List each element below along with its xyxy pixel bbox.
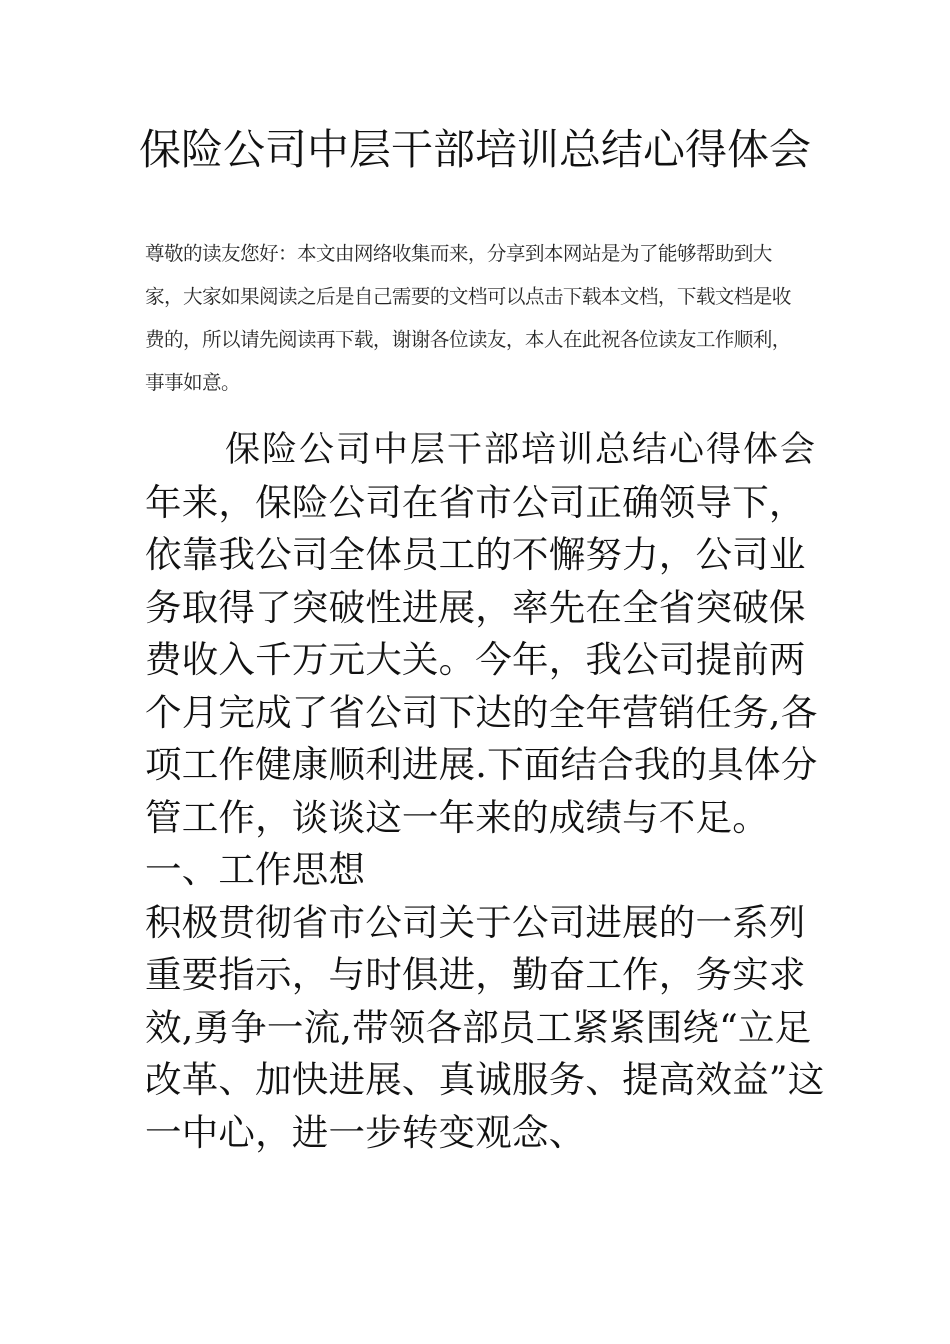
document-body bbox=[145, 424, 833, 1159]
document-title: 保险公司中层干部培训总结心得体会 bbox=[138, 125, 811, 174]
body-paragraph: 积极贯彻省市公司关于公司进展的一系列重要指示，与时俱进，勤奋工作，务实求效,勇争一流,带领各部员工紧紧围绕“立足改革、加快进展、真诚服务、提高效益”这一中心，进一步转变观念、 bbox=[145, 900, 825, 1154]
document-subtitle: 保险公司中层干部培训总结心得体会 bbox=[225, 430, 818, 470]
body-paragraph: 年来，保险公司在省市公司正确领导下，依靠我公司全体员工的不懈努力，公司业务取得了突破性进展，率先在全省突破保费收入千万元大关。今年，我公司提前两个月完成了省公司下达的全年营销任务,各项工作健康顺利进展.下面结合我的具体分管工作，谈谈这一年来的成绩与不足。 bbox=[145, 480, 818, 839]
reader-notice: 尊敬的读友您好：本文由网络收集而来，分享到本网站是为了能够帮助到大家，大家如果阅读之后是自己需要的文档可以点击下载本文档，下载文档是收费的，所以请先阅读再下载，谢谢各位读友，本人在此祝各位读友工作顺利，事事如意。 bbox=[145, 242, 791, 394]
section-heading: 一、工作思想 bbox=[145, 848, 366, 891]
